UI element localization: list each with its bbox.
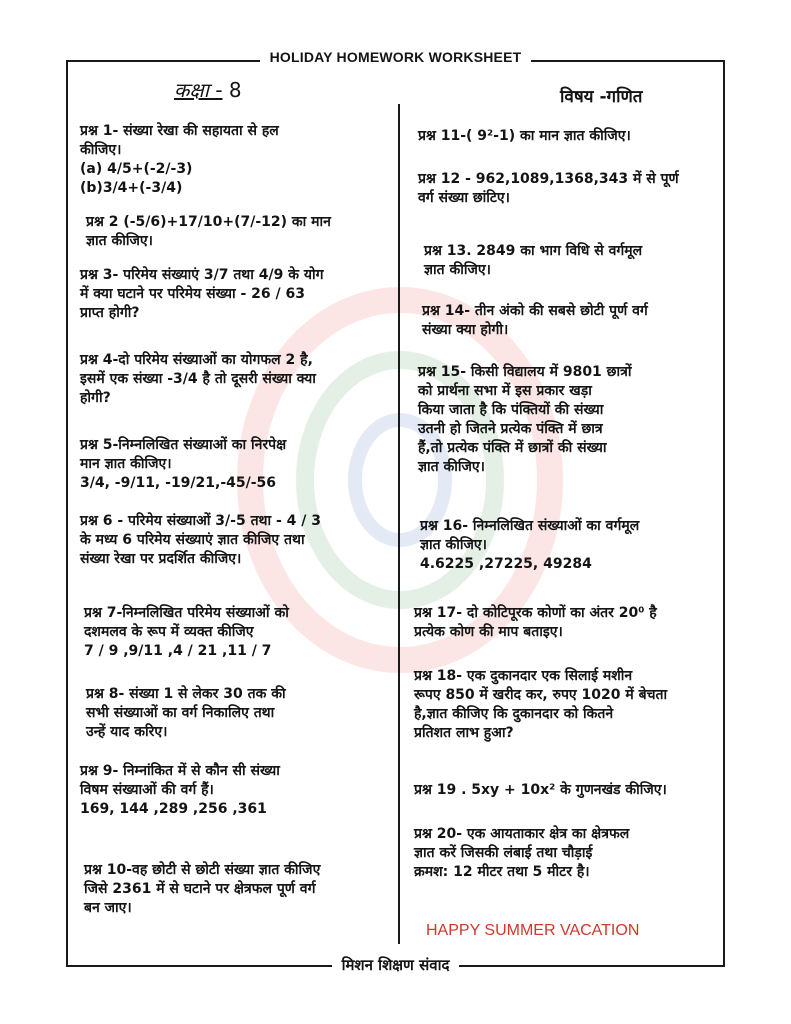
closing-message: HAPPY SUMMER VACATION [426, 922, 640, 939]
question-15: प्रश्न 15- किसी विद्यालय में 9801 छात्रों को प्रार्थना सभा में इस प्रकार खड़ा किया जाता है कि पंक्तियों की संख्या उतनी हो जितने प्रत्येक पंक्ति में छात्र हैं,तो प्रत्येक पंक्ति में छात्रों की संख्या ज्ञात कीजिए। [418, 364, 632, 475]
question-9: प्रश्न 9- निम्नांकित में से कौन सी संख्या विषम संख्याओं की वर्ग हैं। 169, 144 ,289 ,256 ,361 [80, 763, 280, 817]
question-20: प्रश्न 20- एक आयताकार क्षेत्र का क्षेत्रफल ज्ञात करें जिसकी लंबाई तथा चौड़ाई क्रमश: 12 मीटर तथा 5 मीटर है। [414, 826, 630, 880]
question-16: प्रश्न 16- निम्नलिखित संख्याओं का वर्गमूल ज्ञात कीजिए। 4.6225 ,27225, 49284 [420, 518, 640, 572]
question-2: प्रश्न 2 (-5/6)+17/10+(7/-12) का मान ज्ञात कीजिए। [86, 214, 331, 249]
question-3: प्रश्न 3- परिमेय संख्याएं 3/7 तथा 4/9 के योग में क्या घटाने पर परिमेय संख्या - 26 / 63 प्राप्त होगी? [80, 267, 324, 321]
question-1: प्रश्न 1- संख्या रेखा की सहायता से हल कीजिए। (a) 4/5+(-2/-3) (b)3/4+(-3/4) [80, 123, 279, 196]
footer-title: मिशन शिक्षण संवाद [0, 955, 791, 975]
question-5: प्रश्न 5-निम्नलिखित संख्याओं का निरपेक्ष मान ज्ञात कीजिए। 3/4, -9/11, -19/21,-45/-56 [80, 437, 287, 491]
question-6: प्रश्न 6 - परिमेय संख्याओं 3/-5 तथा - 4 / 3 के मध्य 6 परिमेय संख्याएं ज्ञात कीजिए तथा संख्या रेखा पर प्रदर्शित कीजिए। [80, 513, 322, 567]
question-4: प्रश्न 4-दो परिमेय संख्याओं का योगफल 2 है, इसमें एक संख्या -3/4 है तो दूसरी संख्या क्या होगी? [80, 352, 316, 406]
question-13: प्रश्न 13. 2849 का भाग विधि से वर्गमूल ज्ञात कीजिए। [424, 243, 643, 278]
column-divider [398, 104, 400, 944]
question-17: प्रश्न 17- दो कोटिपूरक कोणों का अंतर 20⁰ है प्रत्येक कोण की माप बताइए। [414, 605, 657, 640]
question-10: प्रश्न 10-वह छोटी से छोटी संख्या ज्ञात कीजिए जिसे 2361 में से घटाने पर क्षेत्रफल पूर्ण वर्ग बन जाए। [84, 862, 321, 916]
subject-label: विषय -गणित [560, 87, 643, 107]
question-7: प्रश्न 7-निम्नलिखित परिमेय संख्याओं को दशमलव के रूप में व्यक्त कीजिए 7 / 9 ,9/11 ,4 / 21 ,11 / 7 [84, 605, 289, 659]
class-label-text: कक्षा - [174, 78, 223, 102]
class-value: 8 [228, 78, 242, 102]
question-8: प्रश्न 8- संख्या 1 से लेकर 30 तक की सभी संख्याओं का वर्ग निकालिए तथा उन्हें याद करिए। [86, 686, 286, 740]
question-11: प्रश्न 11-( 9²-1) का मान ज्ञात कीजिए। [418, 128, 631, 144]
question-14: प्रश्न 14- तीन अंको की सबसे छोटी पूर्ण वर्ग संख्या क्या होगी। [422, 303, 648, 338]
question-12: प्रश्न 12 - 962,1089,1368,343 में से पूर्ण वर्ग संख्या छांटिए। [418, 171, 679, 206]
question-19: प्रश्न 19 . 5xy + 10x² के गुणनखंड कीजिए। [414, 782, 667, 798]
question-18: प्रश्न 18- एक दुकानदार एक सिलाई मशीन रूपए 850 में खरीद कर, रुपए 1020 में बेचता है,ज्ञात कीजिए कि दुकानदार को कितने प्रतिशत लाभ हुआ? [414, 668, 668, 741]
class-label [174, 76, 242, 103]
worksheet-title: HOLIDAY HOMEWORK WORKSHEET [0, 49, 791, 65]
